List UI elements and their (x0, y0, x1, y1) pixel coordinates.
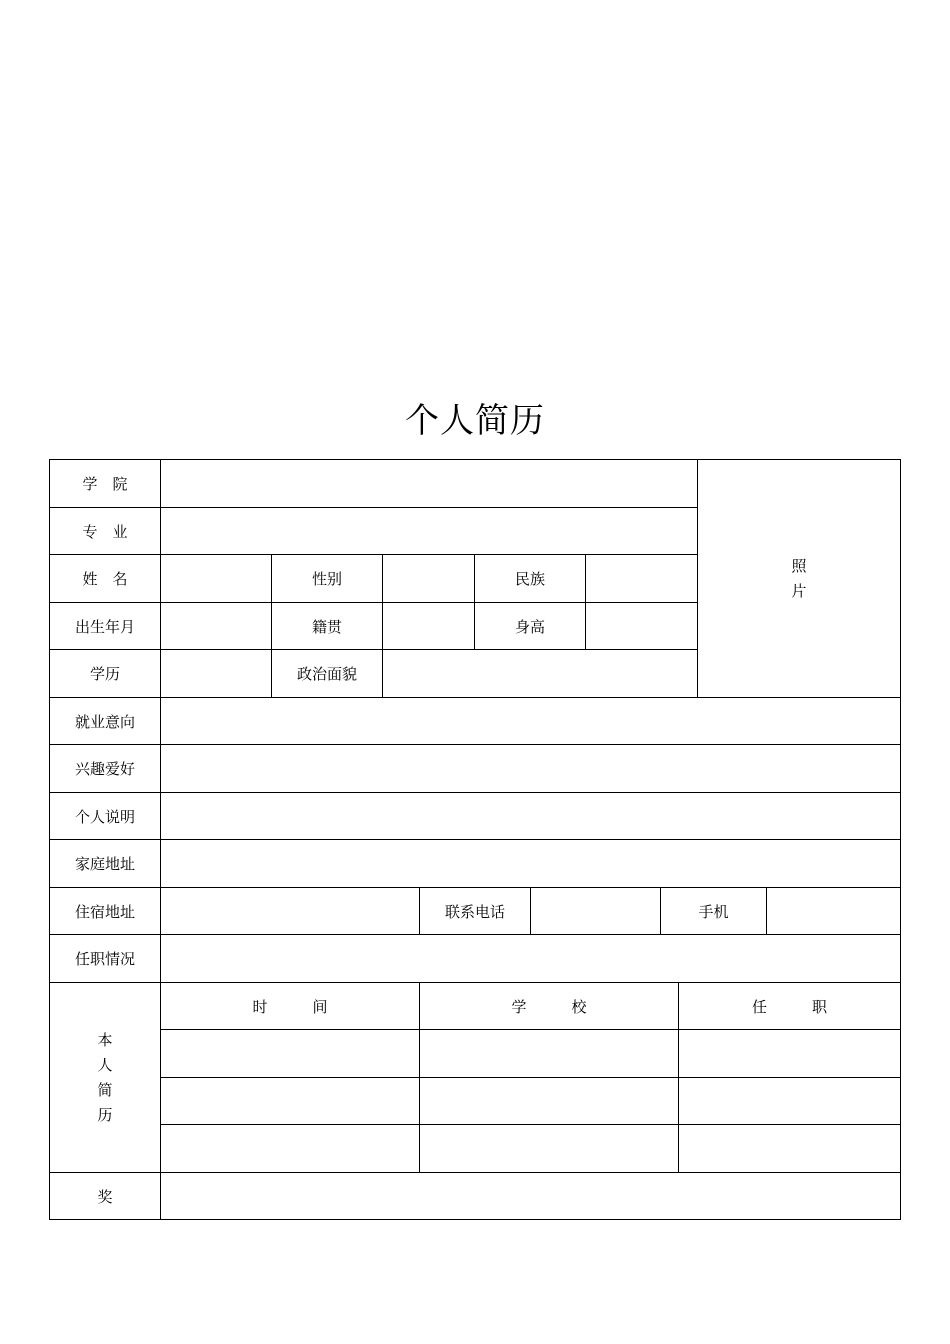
grid-line (49, 1219, 901, 1220)
resume-school-field[interactable] (420, 1125, 678, 1172)
label-hobbies: 兴趣爱好 (74, 760, 135, 778)
political-status-field[interactable] (383, 650, 697, 697)
label-contact-phone: 联系电话 (444, 902, 505, 921)
education-field[interactable] (161, 650, 271, 697)
resume-label-line2: 人 (97, 1055, 113, 1074)
major-field[interactable] (161, 508, 697, 554)
label-native-place: 籍贯 (311, 617, 342, 636)
dorm-address-field[interactable] (161, 888, 419, 934)
label-ethnicity: 民族 (514, 570, 545, 588)
page-title: 个人简历 (405, 401, 545, 441)
resume-label-line1: 本 (97, 1030, 113, 1049)
mobile-field[interactable] (767, 888, 900, 934)
resume-label-line3: 简 (97, 1080, 113, 1099)
label-personal-resume (50, 983, 160, 1172)
label-height: 身高 (514, 617, 545, 636)
college-field[interactable] (161, 460, 697, 507)
label-home-address: 家庭地址 (74, 855, 135, 873)
resume-school-field[interactable] (420, 1078, 678, 1124)
personal-statement-field[interactable] (161, 793, 900, 839)
resume-time-field[interactable] (161, 1030, 419, 1077)
grid-line (900, 459, 901, 1220)
name-field[interactable] (161, 555, 271, 602)
label-gender: 性别 (311, 570, 342, 588)
label-college: 学 院 (82, 475, 128, 493)
resume-position-field[interactable] (679, 1078, 900, 1124)
birth-field[interactable] (161, 603, 271, 649)
column-header-position: 任 职 (751, 997, 827, 1016)
column-header-school: 学 校 (511, 997, 587, 1016)
awards-field[interactable] (161, 1173, 900, 1219)
label-major: 专 业 (82, 522, 128, 541)
resume-position-field[interactable] (679, 1125, 900, 1172)
employment-intention-field[interactable] (161, 698, 900, 744)
home-address-field[interactable] (161, 840, 900, 887)
label-education: 学历 (89, 665, 120, 683)
ethnicity-field[interactable] (586, 555, 697, 602)
label-positions-held: 任职情况 (74, 950, 135, 968)
native-place-field[interactable] (383, 603, 474, 649)
label-awards: 奖 (97, 1187, 113, 1206)
photo-label-line1: 照 (791, 556, 807, 575)
photo-area (698, 460, 900, 697)
gender-field[interactable] (383, 555, 474, 602)
resume-time-field[interactable] (161, 1078, 419, 1124)
label-employment-intention: 就业意向 (74, 712, 135, 731)
resume-school-field[interactable] (420, 1030, 678, 1077)
label-birth: 出生年月 (74, 617, 135, 636)
label-name: 姓 名 (82, 570, 128, 588)
hobbies-field[interactable] (161, 745, 900, 792)
column-header-time: 时 间 (252, 997, 328, 1016)
label-mobile: 手机 (698, 902, 729, 921)
resume-time-field[interactable] (161, 1125, 419, 1172)
label-personal-statement: 个人说明 (74, 807, 135, 826)
photo-label-line2: 片 (791, 581, 807, 600)
resume-label-line4: 历 (97, 1105, 113, 1124)
label-dorm-address: 住宿地址 (74, 902, 135, 921)
height-field[interactable] (586, 603, 697, 649)
contact-phone-field[interactable] (531, 888, 660, 934)
label-political-status: 政治面貌 (296, 665, 357, 683)
positions-held-field[interactable] (161, 935, 900, 982)
resume-position-field[interactable] (679, 1030, 900, 1077)
